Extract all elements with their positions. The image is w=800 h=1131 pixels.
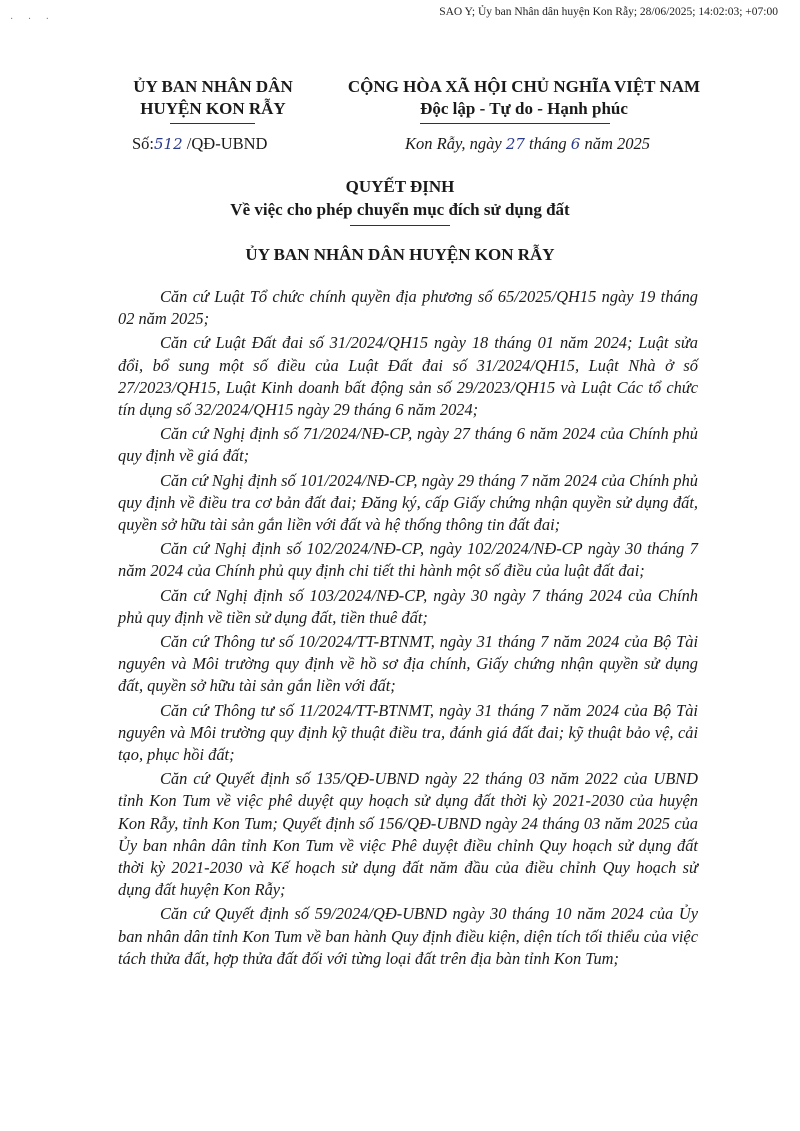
document-body [118,286,698,972]
motto-underline [420,123,610,124]
legal-basis-paragraph: Căn cứ Nghị định số 71/2024/NĐ-CP, ngày 27 tháng 6 năm 2024 của Chính phủ quy định về giá đất; [118,424,698,466]
national-motto: Độc lập - Tự do - Hạnh phúc [420,99,628,118]
date-part-1: Kon Rẫy, ngày [405,134,502,153]
document-number [132,134,267,154]
issuer-header [118,76,308,120]
legal-basis-paragraph: Căn cứ Nghị định số 101/2024/NĐ-CP, ngày 29 tháng 7 năm 2024 của Chính phủ quy định về điều tra cơ bản đất đai; Đăng ký, cấp Giấy chứng nhận quyền sử dụng đất, quyền sở hữu tài sản gắn liền với đất và hệ thống thông tin đất đai; [118,470,698,535]
national-title: CỘNG HÒA XÃ HỘI CHỦ NGHĨA VIỆT NAM [347,77,701,96]
legal-basis-paragraph: Căn cứ Luật Đất đai số 31/2024/QH15 ngày 18 tháng 01 năm 2024; Luật sửa đổi, bổ sung một số điều của Luật Đất đai số 31/2024/QH15, Luật Nhà ở số 27/2023/QH15, Luật Kinh doanh bất động sản số 29/2023/QH15 và Luật Các tổ chức tín dụng số 32/2024/QH15 ngày 29 tháng 6 năm 2024; [118,333,698,420]
date-month-handwritten: 6 [570,135,581,153]
document-subtitle: Về việc cho phép chuyển mục đích sử dụng đất [230,200,570,219]
issuer-line-2: HUYỆN KON RẪY [140,99,286,118]
legal-basis-paragraph: Căn cứ Nghị định số 102/2024/NĐ-CP, ngày 102/2024/NĐ-CP ngày 30 tháng 7 năm 2024 của Chính phủ quy định chi tiết thi hành một số điều của luật đất đai; [118,539,698,581]
date-day-handwritten: 27 [505,135,525,153]
scan-specks: · · · [10,14,55,25]
doc-number-prefix: Số: [132,134,155,153]
copy-stamp: SAO Y; Ủy ban Nhân dân huyện Kon Rẫy; 28/06/2025; 14:02:03; +07:00 [439,6,778,18]
issue-date [405,134,650,154]
legal-basis-paragraph: Căn cứ Luật Tổ chức chính quyền địa phương số 65/2025/QH15 ngày 19 tháng 02 năm 2025; [118,287,698,329]
document-title: QUYẾT ĐỊNH [345,177,455,196]
doc-number-suffix: /QĐ-UBND [186,134,268,153]
issuing-authority: ỦY BAN NHÂN DÂN HUYỆN KON RẪY [245,245,555,264]
legal-basis-paragraph: Căn cứ Thông tư số 11/2024/TT-BTNMT, ngày 31 tháng 7 năm 2024 của Bộ Tài nguyên và Môi trường quy định kỹ thuật điều tra, đánh giá đất đai; kỹ thuật bảo vệ, cải tạo, phục hồi đất; [118,700,698,765]
legal-basis-paragraph: Căn cứ Nghị định số 103/2024/NĐ-CP, ngày 30 ngày 7 tháng 2024 của Chính phủ quy định về tiền sử dụng đất, tiền thuê đất; [118,585,698,627]
date-part-3: năm 2025 [584,134,650,153]
issuer-line-1: ỦY BAN NHÂN DÂN [133,77,293,96]
legal-basis-paragraph: Căn cứ Quyết định số 59/2024/QĐ-UBND ngày 30 tháng 10 năm 2024 của Ủy ban nhân dân tỉnh Kon Tum về ban hành Quy định điều kiện, diện tích tối thiểu của việc tách thửa đất, hợp thửa đất đối với từng loại đất trên địa bàn tỉnh Kon Tum; [118,904,698,968]
date-part-2: tháng [529,134,567,153]
issuer-underline [170,123,255,124]
national-header [316,76,732,120]
doc-number-handwritten: 512 [154,135,183,153]
legal-basis-paragraph: Căn cứ Thông tư số 10/2024/TT-BTNMT, ngày 31 tháng 7 năm 2024 của Bộ Tài nguyên và Môi trường quy định về hồ sơ địa chính, Giấy chứng nhận quyền sử dụng đất, quyền sở hữu tài sản gắn liền với đất; [118,632,698,696]
subtitle-underline [350,225,450,226]
legal-basis-paragraph: Căn cứ Quyết định số 135/QĐ-UBND ngày 22 tháng 03 năm 2022 của UBND tỉnh Kon Tum về việc phê duyệt quy hoạch sử dụng đất thời kỳ 2021-2030 của huyện Kon Rẫy, tỉnh Kon Tum; Quyết định số 156/QĐ-UBND ngày 24 tháng 03 năm 2025 của Ủy ban nhân dân tỉnh Kon Tum về việc Phê duyệt điều chỉnh Quy hoạch sử dụng đất thời kỳ 2021-2030 và Kế hoạch sử dụng đất năm đầu của điều chỉnh Quy hoạch sử dụng đất huyện Kon Rẫy; [118,769,698,900]
